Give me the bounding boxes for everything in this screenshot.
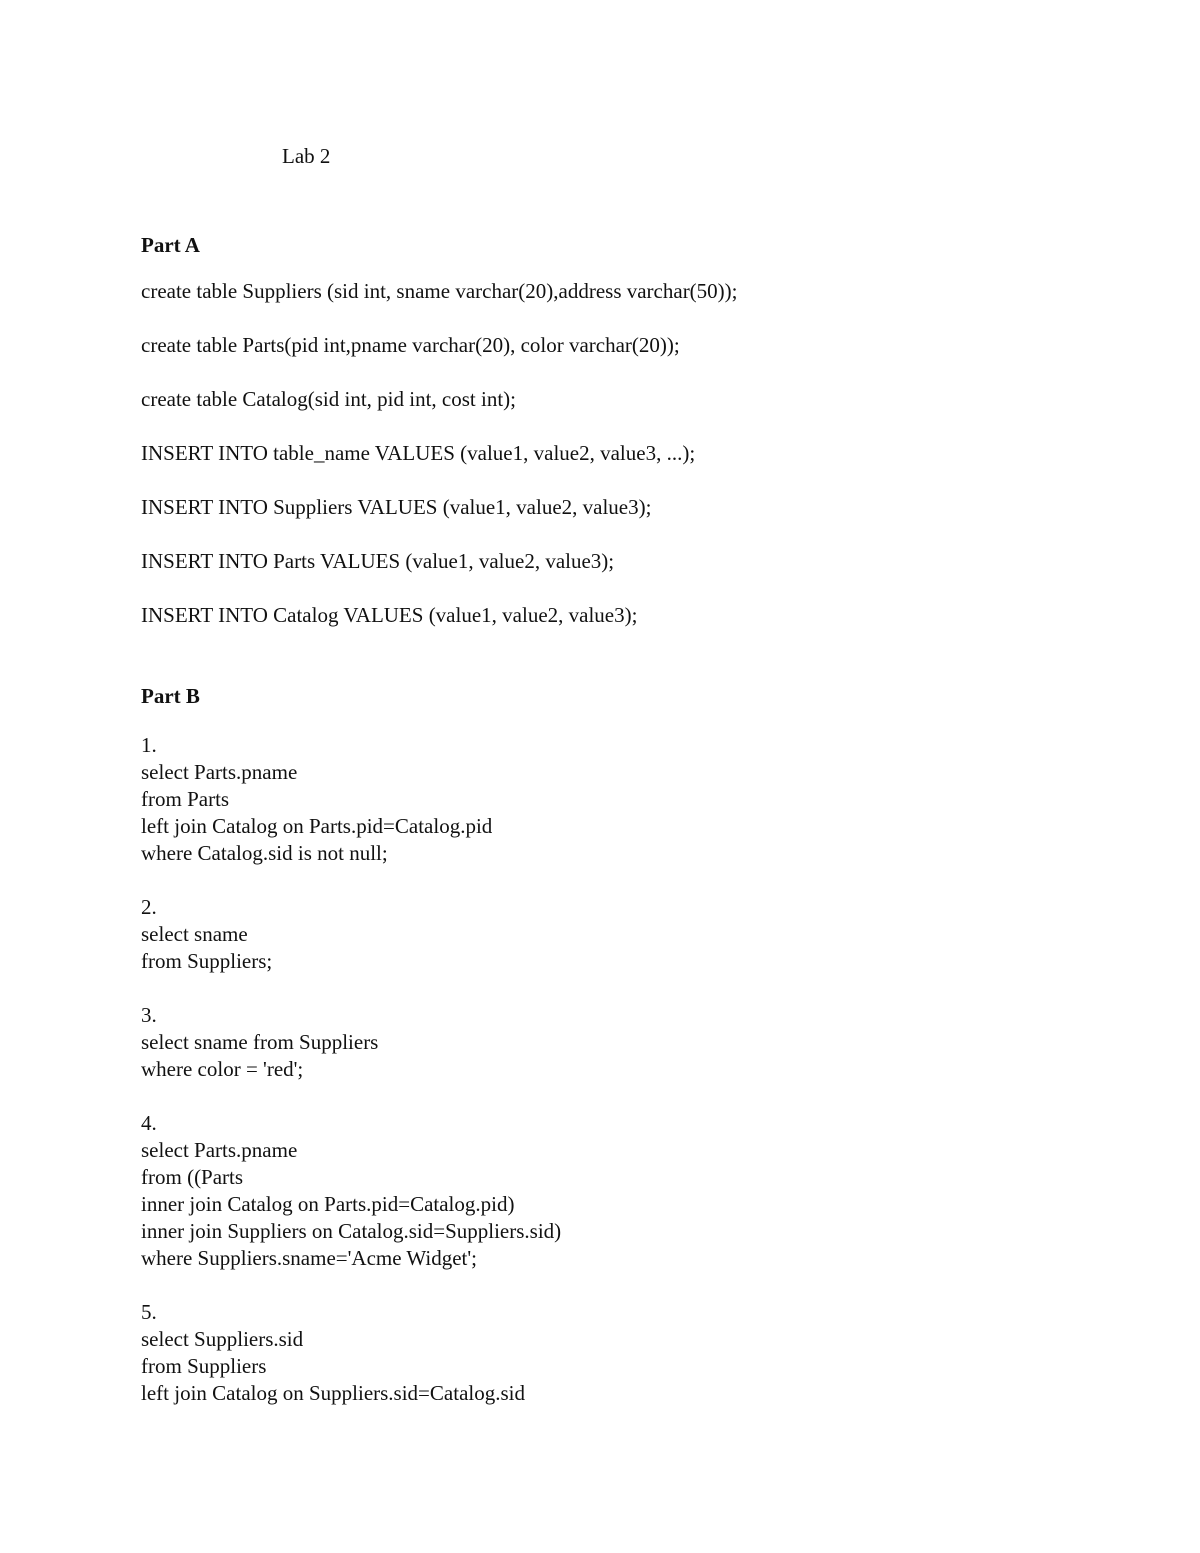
query-line: where color = 'red'; (141, 1057, 304, 1081)
query-number: 1. (141, 733, 157, 757)
part-a-statement: INSERT INTO table_name VALUES (value1, value2, value3, ...); (141, 441, 696, 465)
query-number: 3. (141, 1003, 157, 1027)
document-title: Lab 2 (282, 144, 331, 168)
query-line: from ((Parts (141, 1165, 244, 1189)
part-a-statement: INSERT INTO Catalog VALUES (value1, value2, value3); (141, 603, 638, 627)
part-a-heading: Part A (141, 233, 200, 257)
query-block-3 (141, 1002, 378, 1083)
query-line: where Catalog.sid is not null; (141, 841, 388, 865)
query-line: select Parts.pname (141, 1138, 298, 1162)
part-a-statement: create table Parts(pid int,pname varchar(20), color varchar(20)); (141, 333, 680, 357)
query-line: from Suppliers (141, 1354, 267, 1378)
part-a-statement: create table Catalog(sid int, pid int, cost int); (141, 387, 516, 411)
query-line: select sname (141, 922, 248, 946)
part-b-heading: Part B (141, 684, 200, 708)
part-a-statement: INSERT INTO Parts VALUES (value1, value2, value3); (141, 549, 615, 573)
part-a-statement: INSERT INTO Suppliers VALUES (value1, value2, value3); (141, 495, 652, 519)
query-number: 4. (141, 1111, 157, 1135)
query-line: from Parts (141, 787, 230, 811)
query-block-4 (141, 1110, 561, 1272)
query-line: inner join Suppliers on Catalog.sid=Suppliers.sid) (141, 1219, 562, 1243)
query-number: 5. (141, 1300, 157, 1324)
query-line: where Suppliers.sname='Acme Widget'; (141, 1246, 478, 1270)
query-block-2 (141, 894, 272, 975)
query-line: left join Catalog on Parts.pid=Catalog.pid (141, 814, 493, 838)
query-line: select sname from Suppliers (141, 1030, 379, 1054)
query-line: from Suppliers; (141, 949, 273, 973)
query-line: inner join Catalog on Parts.pid=Catalog.pid) (141, 1192, 515, 1216)
query-line: select Parts.pname (141, 760, 298, 784)
query-line: select Suppliers.sid (141, 1327, 304, 1351)
part-a-statement: create table Suppliers (sid int, sname varchar(20),address varchar(50)); (141, 279, 738, 303)
query-number: 2. (141, 895, 157, 919)
query-block-1 (141, 732, 492, 867)
query-block-5 (141, 1299, 525, 1407)
query-line: left join Catalog on Suppliers.sid=Catalog.sid (141, 1381, 525, 1405)
